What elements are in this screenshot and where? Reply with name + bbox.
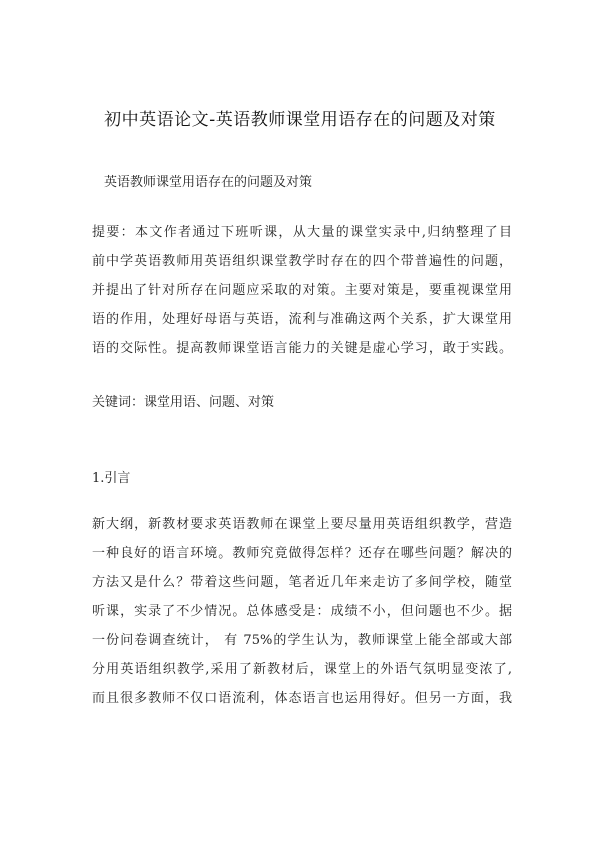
body-line: 听课，实录了不少情况。总体感受是：成绩不小，但问题也不少。据 [92, 604, 512, 619]
abstract-line: 语的交际性。提高教师课堂语言能力的关键是虚心学习，敢于实践。 [92, 341, 512, 356]
body-line: 而且很多教师不仅口语流利，体态语言也运用得好。但另一方面，我 [92, 691, 512, 706]
document-title: 初中英语论文-英语教师课堂用语存在的问题及对策 [104, 110, 496, 130]
body-line: 新大纲，新教材要求英语教师在课堂上要尽量用英语组织教学，营造 [92, 517, 512, 532]
abstract-paragraph [92, 218, 512, 363]
section-heading-introduction: 1.引言 [92, 471, 131, 486]
body-line: 一份问卷调查统计， 有 75%的学生认为，教师课堂上能全部或大部 [92, 633, 512, 648]
abstract-line: 前中学英语教师用英语组织课堂教学时存在的四个带普遍性的问题， [92, 254, 512, 269]
abstract-line: 语的作用，处理好母语与英语，流利与准确这两个关系，扩大课堂用 [92, 312, 512, 327]
abstract-line: 并提出了针对所存在问题应采取的对策。主要对策是，要重视课堂用 [92, 283, 512, 298]
body-line: 一种良好的语言环境。教师究竟做得怎样？还存在哪些问题？解决的 [92, 546, 512, 561]
introduction-paragraph [92, 510, 512, 713]
document-subtitle: 英语教师课堂用语存在的问题及对策 [104, 175, 313, 190]
keywords-line: 关键词：课堂用语、问题、对策 [92, 395, 275, 410]
abstract-line: 提要：本文作者通过下班听课，从大量的课堂实录中,归纳整理了目 [92, 225, 512, 240]
body-line: 分用英语组织教学,采用了新教材后，课堂上的外语气氛明显变浓了, [92, 662, 512, 677]
body-line: 方法又是什么？带着这些问题，笔者近几年来走访了多间学校，随堂 [92, 575, 512, 590]
